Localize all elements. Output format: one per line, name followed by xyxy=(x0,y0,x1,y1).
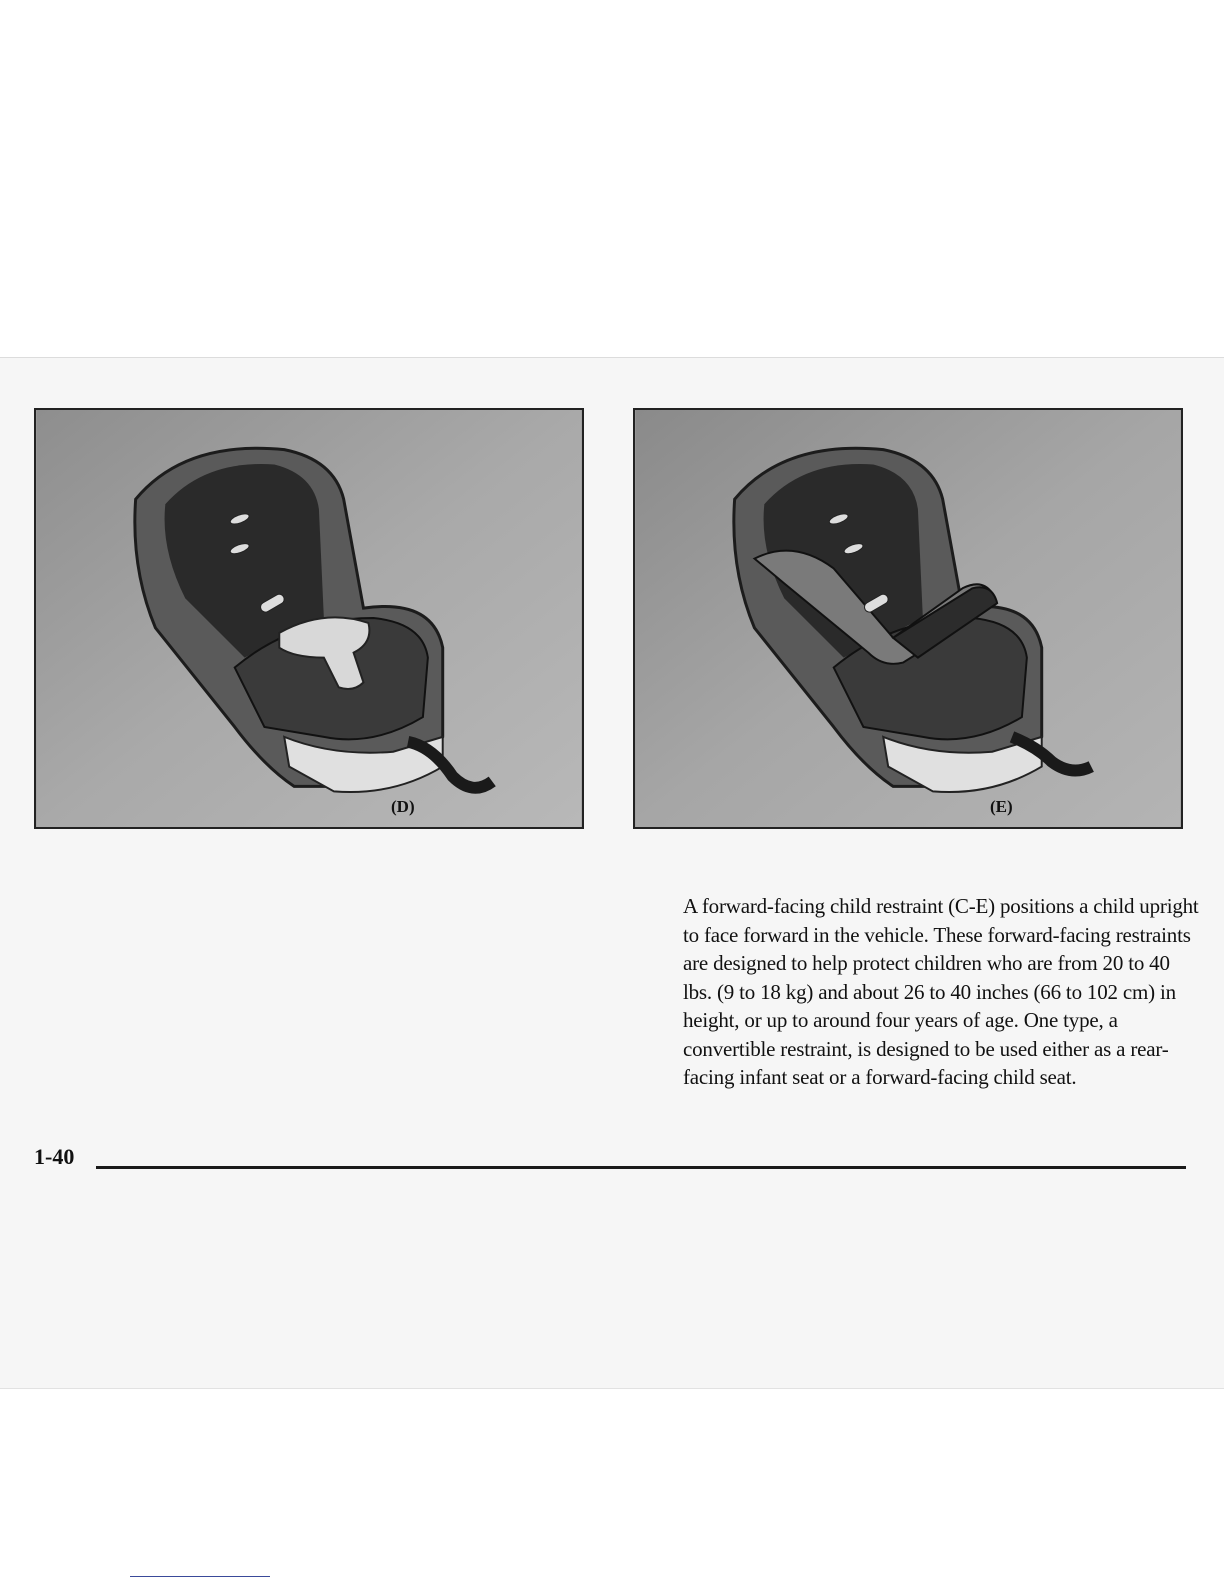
footer-link-line xyxy=(130,1576,270,1577)
child-seat-illustration-e xyxy=(635,410,1181,827)
page-number: 1-40 xyxy=(34,1144,75,1169)
child-seat-illustration-d xyxy=(36,410,582,827)
figure-d xyxy=(34,408,584,829)
body-paragraph: A forward-facing child restraint (C-E) positions a child upright to face forward in the vehicle. These forward-facing restraints are designed to help protect children who are from 20 to 40 lbs. (9 to 18 kg) and about 26 to 40 inches (66 to 102 cm) in height, or up to around four years of age. One type, a convertible restraint, is designed to be used either as a rear-facing infant seat or a forward-facing child seat. xyxy=(683,894,1199,1089)
figure-e xyxy=(633,408,1183,829)
footer-rule xyxy=(96,1166,1186,1169)
figure-label-d: (D) xyxy=(391,797,415,816)
figure-label-e: (E) xyxy=(990,797,1013,816)
